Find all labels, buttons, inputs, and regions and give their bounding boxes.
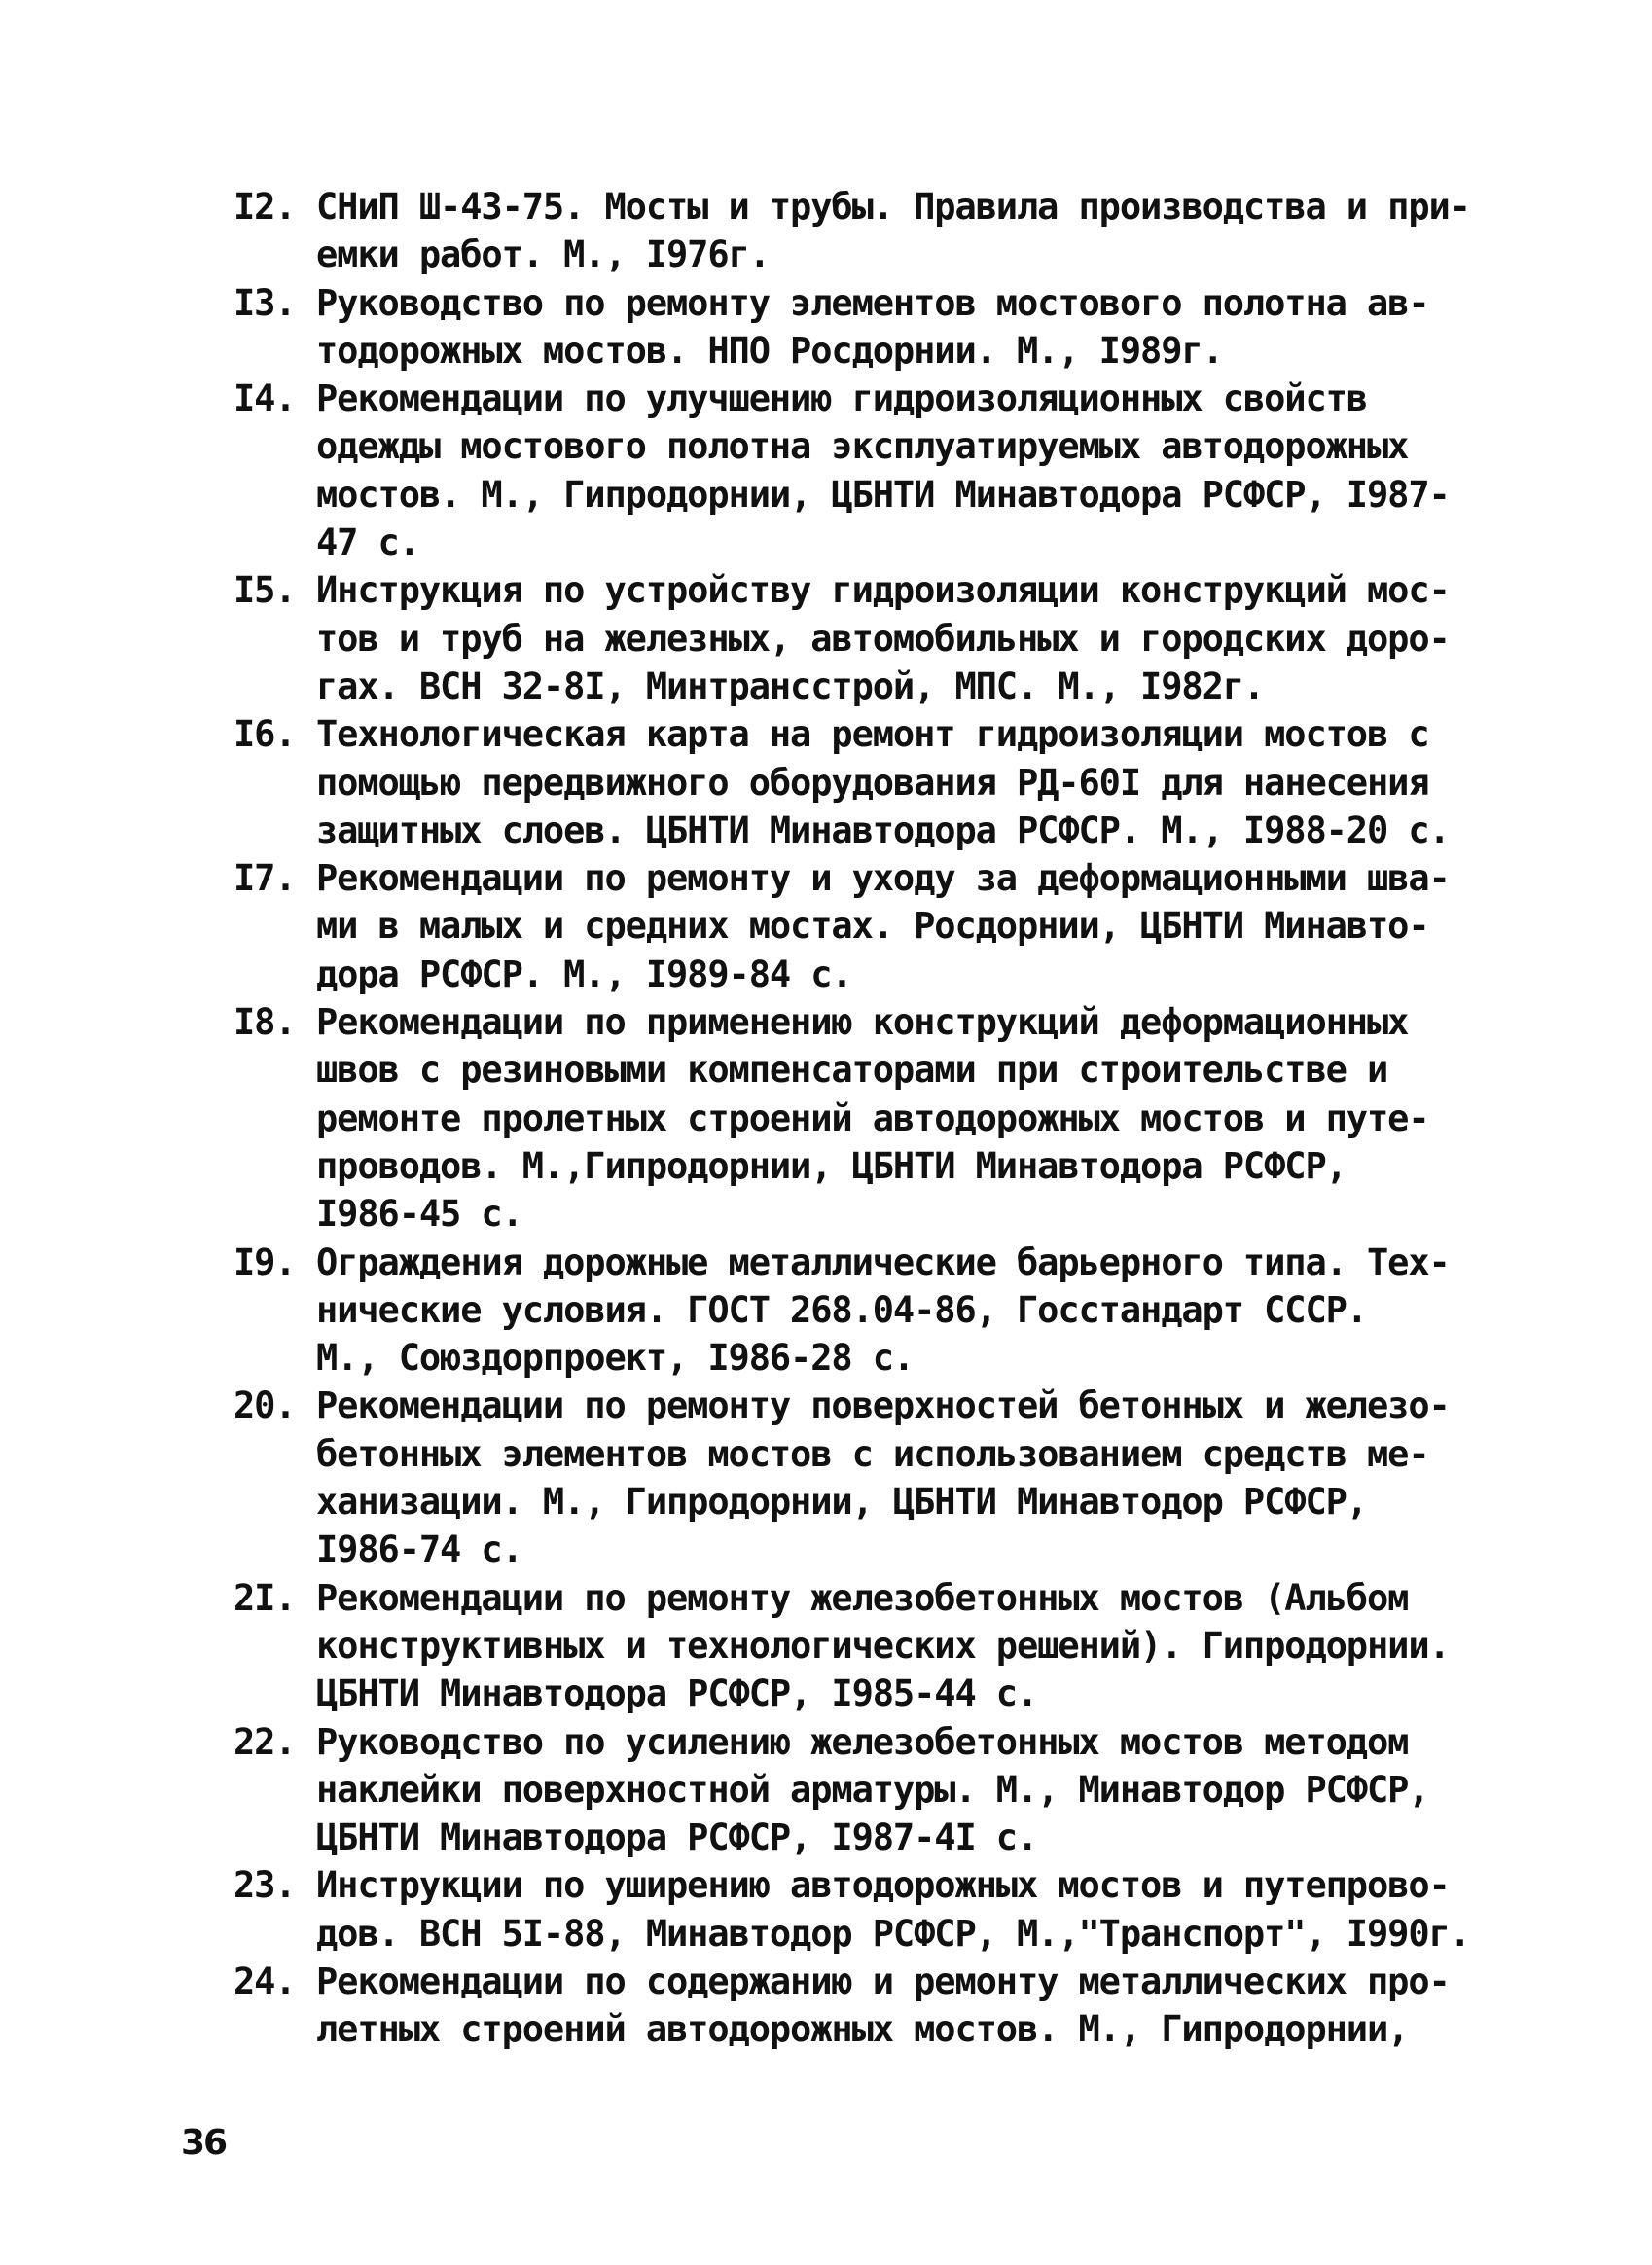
reference-line: Руководство по ремонту элементов мостового полотна ав- (316, 281, 1429, 324)
reference-item (233, 1574, 1450, 1718)
reference-line: Руководство по усилению железобетонных мостов методом (316, 1720, 1409, 1763)
reference-line: ЦБНТИ Минавтодора РСФСР, I987-4I с. (316, 1816, 1038, 1859)
reference-line: тов и труб на железных, автомобильных и городских доро- (316, 617, 1450, 660)
reference-line: Рекомендации по применению конструкций деформационных (316, 1001, 1409, 1044)
reference-text (316, 1861, 1470, 1958)
reference-line: емки работ. М., I976г. (316, 234, 770, 276)
reference-text (316, 1574, 1450, 1718)
reference-line: наклейки поверхностной арматуры. М., Минавтодор РСФСР, (316, 1768, 1429, 1811)
reference-line: гах. ВСН 32-8I, Минтрансстрой, МПС. М., I982г. (316, 665, 1265, 707)
reference-number: 22. (233, 1720, 296, 1763)
reference-line: СНиП Ш-43-75. Мосты и трубы. Правила производства и при- (316, 186, 1470, 228)
reference-number: I4. (233, 378, 296, 420)
reference-line: Ограждения дорожные металлические барьерного типа. Тех- (316, 1240, 1450, 1283)
reference-number: I6. (233, 713, 296, 756)
reference-line: Рекомендации по ремонту поверхностей бетонных и железо- (316, 1384, 1450, 1427)
reference-number: I9. (233, 1240, 296, 1283)
reference-line: Инструкции по уширению автодорожных мостов и путепрово- (316, 1864, 1450, 1907)
reference-line: М., Союздорпроект, I986-28 с. (316, 1337, 915, 1380)
reference-line: Рекомендации по ремонту и уходу за деформационными шва- (316, 857, 1450, 900)
reference-item (233, 998, 1440, 1238)
reference-line: летных строений автодорожных мостов. М., Гипродорнии, (316, 2008, 1409, 2051)
reference-text (316, 375, 1450, 566)
reference-text (316, 566, 1450, 710)
reference-text (316, 1718, 1440, 1862)
page-number: 36 (181, 2123, 227, 2163)
reference-item (233, 1239, 1450, 1383)
reference-line: конструктивных и технологических решений). Гипродорнии. (316, 1624, 1450, 1667)
reference-number: I3. (233, 281, 296, 324)
reference-number: 23. (233, 1864, 296, 1907)
reference-number: 24. (233, 1959, 296, 2002)
reference-line: нические условия. ГОСТ 268.04-86, Госстандарт СССР. (316, 1288, 1367, 1331)
reference-item (233, 1382, 1450, 1573)
reference-number: I8. (233, 1001, 296, 1044)
reference-line: помощью передвижного оборудования РД-60I для нанесения (316, 761, 1429, 804)
reference-text (316, 998, 1440, 1238)
reference-line: ханизации. М., Гипродорнии, ЦБНТИ Минавтодор РСФСР, (316, 1481, 1367, 1524)
reference-item (233, 375, 1450, 566)
reference-line: одежды мостового полотна эксплуатируемых автодорожных (316, 425, 1409, 468)
reference-line: дора РСФСР. М., I989-84 с. (316, 953, 852, 995)
reference-line: швов с резиновыми компенсаторами при строительстве и (316, 1049, 1388, 1092)
reference-line: мостов. М., Гипродорнии, ЦБНТИ Минавтодора РСФСР, I987- (316, 473, 1450, 516)
reference-item (233, 854, 1450, 998)
reference-line: I986-74 с. (316, 1528, 522, 1571)
reference-item (233, 1958, 1450, 2054)
reference-line: защитных слоев. ЦБНТИ Минавтодора РСФСР. М., I988-20 с. (316, 809, 1450, 851)
reference-text (316, 854, 1450, 998)
reference-number: 20. (233, 1384, 296, 1427)
reference-line: дов. ВСН 5I-88, Минавтодор РСФСР, М.,"Транспорт", I990г. (316, 1912, 1470, 1955)
reference-number: I5. (233, 569, 296, 612)
reference-line: Рекомендации по содержанию и ремонту металлических про- (316, 1959, 1450, 2002)
reference-line: Инструкция по устройству гидроизоляции конструкций мос- (316, 569, 1450, 612)
reference-text (316, 1382, 1450, 1573)
reference-line: ЦБНТИ Минавтодора РСФСР, I985-44 с. (316, 1672, 1038, 1715)
reference-text (316, 710, 1450, 854)
reference-list (233, 183, 1470, 2054)
reference-line: ми в малых и средних мостах. Росдорнии, ЦБНТИ Минавто- (316, 905, 1429, 948)
reference-text (316, 1958, 1450, 2054)
reference-number: 2I. (233, 1576, 296, 1619)
reference-text (316, 183, 1470, 279)
reference-line: ремонте пролетных строений автодорожных мостов и путе- (316, 1097, 1429, 1139)
reference-item (233, 566, 1450, 710)
reference-line: 47 с. (316, 521, 419, 564)
reference-number: I2. (233, 186, 296, 228)
reference-text (316, 1239, 1450, 1383)
reference-item (233, 279, 1440, 376)
reference-item (233, 183, 1470, 279)
reference-line: I986-45 с. (316, 1193, 522, 1236)
reference-line: Рекомендации по ремонту железобетонных мостов (Альбом (316, 1576, 1409, 1619)
reference-line: проводов. М.,Гипродорнии, ЦБНТИ Минавтодора РСФСР, (316, 1144, 1347, 1187)
reference-line: бетонных элементов мостов с использованием средств ме- (316, 1432, 1429, 1475)
reference-item (233, 1718, 1440, 1862)
reference-text (316, 279, 1440, 376)
reference-line: Рекомендации по улучшению гидроизоляционных свойств (316, 378, 1367, 420)
reference-item (233, 710, 1450, 854)
reference-number: I7. (233, 857, 296, 900)
reference-item (233, 1861, 1470, 1958)
reference-line: тодорожных мостов. НПО Росдорнии. М., I989г. (316, 329, 1223, 372)
reference-line: Технологическая карта на ремонт гидроизоляции мостов с (316, 713, 1429, 756)
